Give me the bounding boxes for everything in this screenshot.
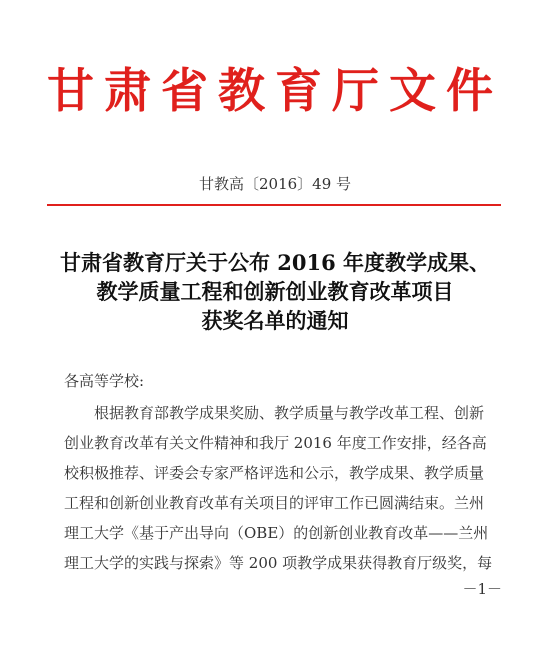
title-line-3: 获奖名单的通知 <box>201 308 349 333</box>
body-line: 根据教育部教学成果奖励、教学质量与教学改革工程、创新 <box>94 404 485 422</box>
notice-title <box>0 248 550 335</box>
masthead-title: 甘肃省教育厅文件 <box>47 64 503 119</box>
body-paragraph <box>64 398 500 578</box>
body-line: 校积极推荐、评委会专家严格评选和公示，教学成果、教学质量 <box>64 464 485 482</box>
body-line: 工程和创新创业教育改革有关项目的评审工作已圆满结束。兰州 <box>64 494 485 512</box>
title-line-2: 教学质量工程和创新创业教育改革项目 <box>96 279 454 304</box>
salutation: 各高等学校: <box>64 372 145 390</box>
title-line-1: 甘肃省教育厅关于公布 2016 年度教学成果、 <box>59 250 491 275</box>
document-number: 甘教高〔2016〕49 号 <box>198 175 352 193</box>
body-line: 理工大学的实践与探索》等 200 项教学成果获得教育厅级奖，每 <box>64 554 493 572</box>
body-line: 创业教育改革有关文件精神和我厅 2016 年度工作安排，经各高 <box>64 434 487 452</box>
red-divider-line <box>47 204 501 206</box>
page-number: －1－ <box>462 580 502 598</box>
body-line: 理工大学《基于产出导向（OBE）的创新创业教育改革——兰州 <box>64 524 489 542</box>
